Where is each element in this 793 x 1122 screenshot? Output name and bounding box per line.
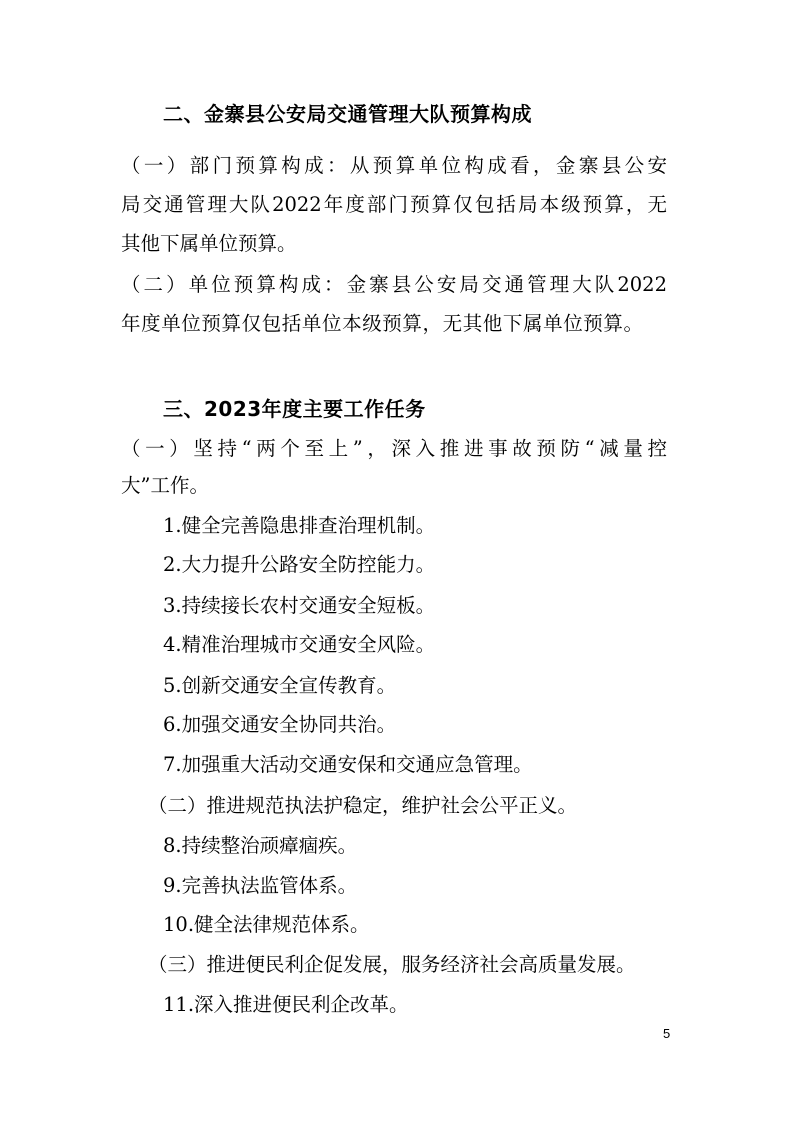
- task-item-2: 2.大力提升公路安全防控能力。: [163, 553, 436, 576]
- section-2-paragraph-1-line-1: （一）部门预算构成：从预算单位构成看，金寨县公安: [121, 154, 667, 177]
- task-item-9: 9.完善执法监管体系。: [163, 874, 358, 897]
- section-3-subheading-2: （二）推进规范执法护稳定，维护社会公平正义。: [148, 794, 578, 817]
- section-2-paragraph-1-line-3: 其他下属单位预算。: [121, 232, 297, 255]
- section-2-heading: 二、金寨县公安局交通管理大队预算构成: [163, 102, 532, 126]
- section-2-paragraph-1-line-2: 局交通管理大队2022年度部门预算仅包括局本级预算，无: [121, 193, 667, 216]
- task-item-10: 10.健全法律规范体系。: [163, 913, 370, 936]
- section-3-heading: 三、2023年度主要工作任务: [163, 397, 426, 421]
- section-2-paragraph-2-line-2: 年度单位预算仅包括单位本级预算，无其他下属单位预算。: [121, 312, 644, 335]
- section-3-subheading-3: （三）推进便民利企促发展，服务经济社会高质量发展。: [148, 953, 636, 976]
- task-item-3: 3.持续接长农村交通安全短板。: [163, 594, 436, 617]
- section-2-paragraph-2-line-1: （二）单位预算构成：金寨县公安局交通管理大队2022: [121, 273, 667, 296]
- task-item-5: 5.创新交通安全宣传教育。: [163, 674, 397, 697]
- task-item-8: 8.持续整治顽瘴痼疾。: [163, 834, 358, 857]
- task-item-11: 11.深入推进便民利企改革。: [163, 993, 409, 1016]
- section-3-subheading-1-line-2: 大”工作。: [121, 474, 209, 497]
- task-item-4: 4.精准治理城市交通安全风险。: [163, 633, 436, 656]
- task-item-1: 1.健全完善隐患排查治理机制。: [163, 514, 436, 537]
- page-number: 5: [663, 1026, 671, 1041]
- section-3-subheading-1-line-1: （一）坚持“两个至上”，深入推进事故预防“减量控: [121, 437, 667, 460]
- task-item-7: 7.加强重大活动交通安保和交通应急管理。: [163, 753, 533, 776]
- task-item-6: 6.加强交通安全协同共治。: [163, 713, 397, 736]
